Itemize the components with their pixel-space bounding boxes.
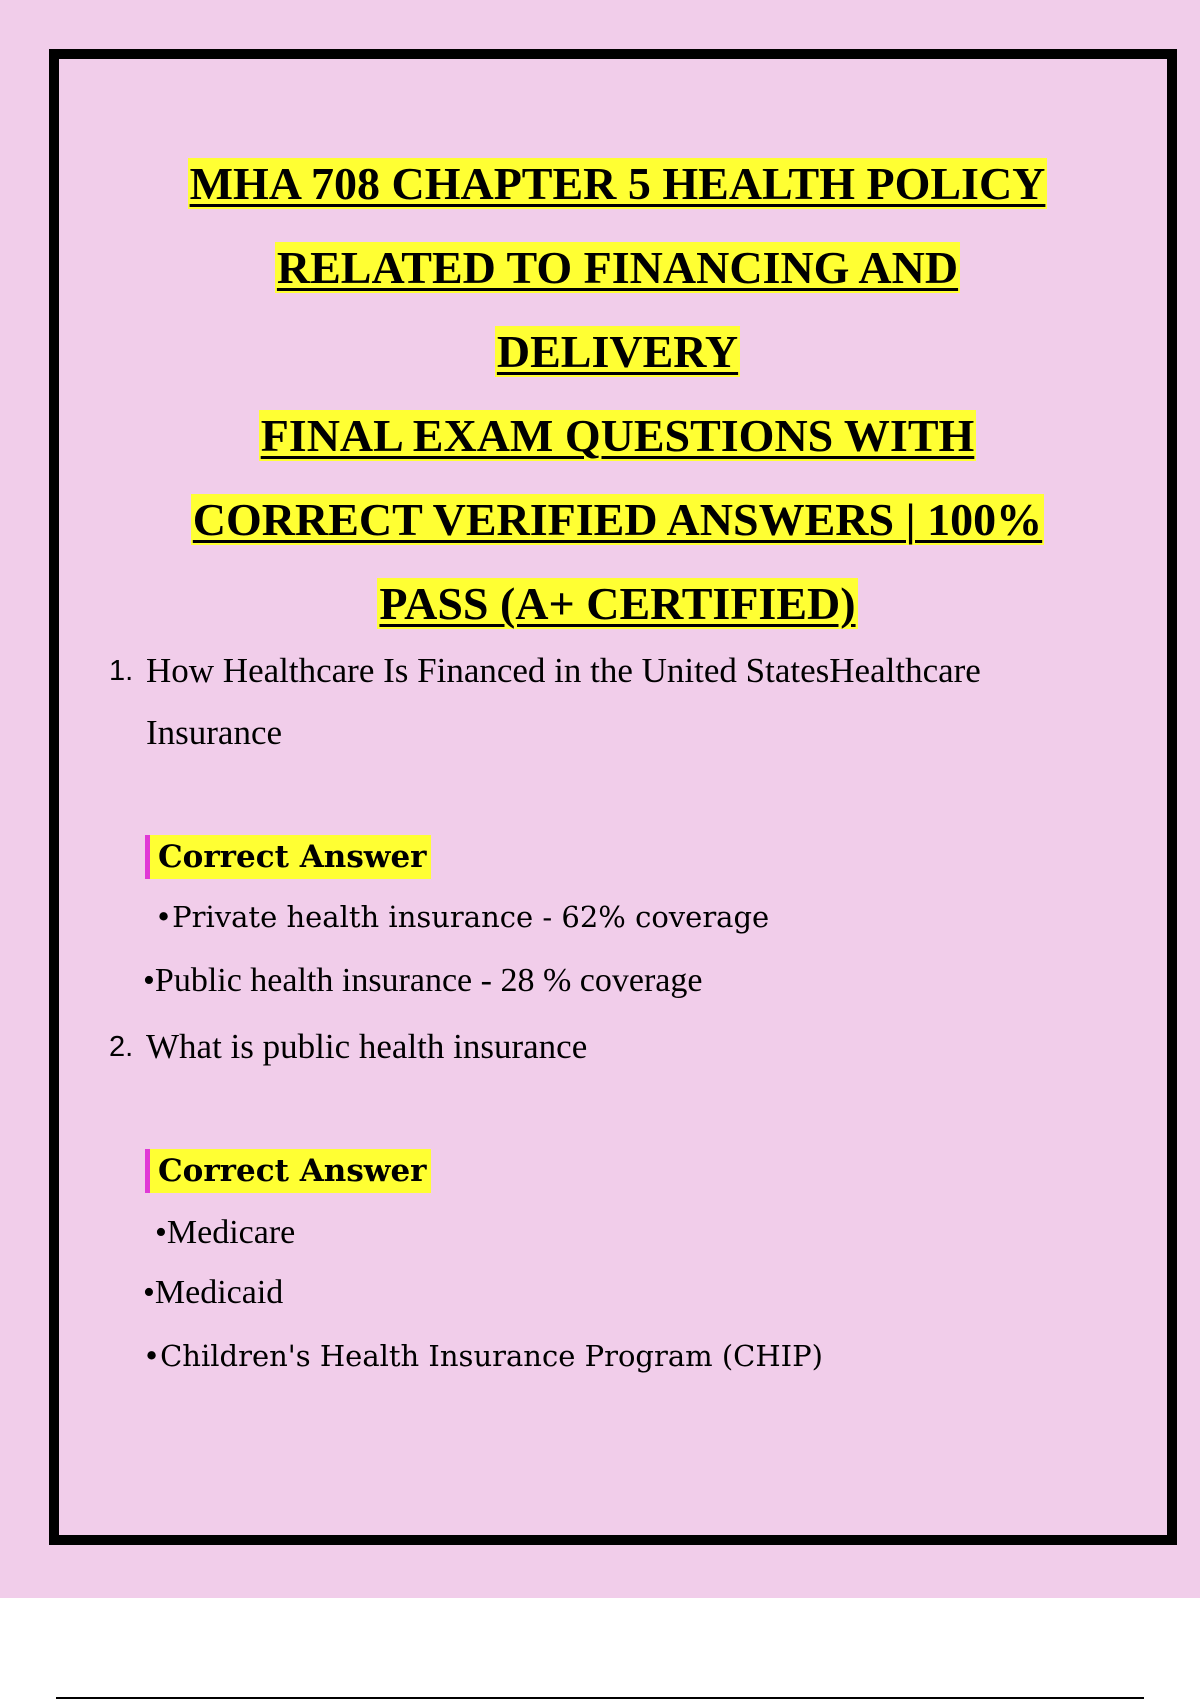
title-line bbox=[100, 310, 1135, 394]
question-number: 2. bbox=[109, 1031, 134, 1063]
question-number: 1. bbox=[109, 655, 134, 687]
title-line-text: PASS (A+ CERTIFIED) bbox=[379, 578, 856, 629]
title-line bbox=[100, 478, 1135, 562]
title-line bbox=[100, 226, 1135, 310]
footer-divider bbox=[56, 1697, 1144, 1699]
title-line-text: RELATED TO FINANCING AND bbox=[276, 242, 959, 293]
title-line-text: FINAL EXAM QUESTIONS WITH bbox=[260, 410, 975, 461]
answer-item: •Medicare bbox=[155, 1214, 296, 1251]
question-text: What is public health insurance bbox=[146, 1027, 588, 1066]
answer-item: •Children's Health Insurance Program (CHIP) bbox=[143, 1339, 823, 1373]
question-item bbox=[109, 640, 1089, 764]
title-line-text: MHA 708 CHAPTER 5 HEALTH POLICY bbox=[189, 158, 1046, 209]
title-line bbox=[100, 562, 1135, 646]
correct-answer-label: Correct Answer bbox=[145, 1149, 431, 1193]
question-item bbox=[109, 1016, 1009, 1078]
question-text: How Healthcare Is Financed in the United StatesHealthcare Insurance bbox=[146, 651, 981, 752]
answer-item: •Private health insurance - 62% coverage bbox=[155, 900, 770, 934]
title-line bbox=[100, 394, 1135, 478]
title-line bbox=[100, 142, 1135, 226]
title-line-text: DELIVERY bbox=[496, 326, 739, 377]
answer-item: •Medicaid bbox=[143, 1274, 284, 1311]
answer-item: •Public health insurance - 28 % coverage bbox=[143, 962, 703, 999]
correct-answer-label: Correct Answer bbox=[145, 835, 431, 879]
document-title bbox=[100, 142, 1135, 646]
title-line-text: CORRECT VERIFIED ANSWERS | 100% bbox=[192, 494, 1043, 545]
